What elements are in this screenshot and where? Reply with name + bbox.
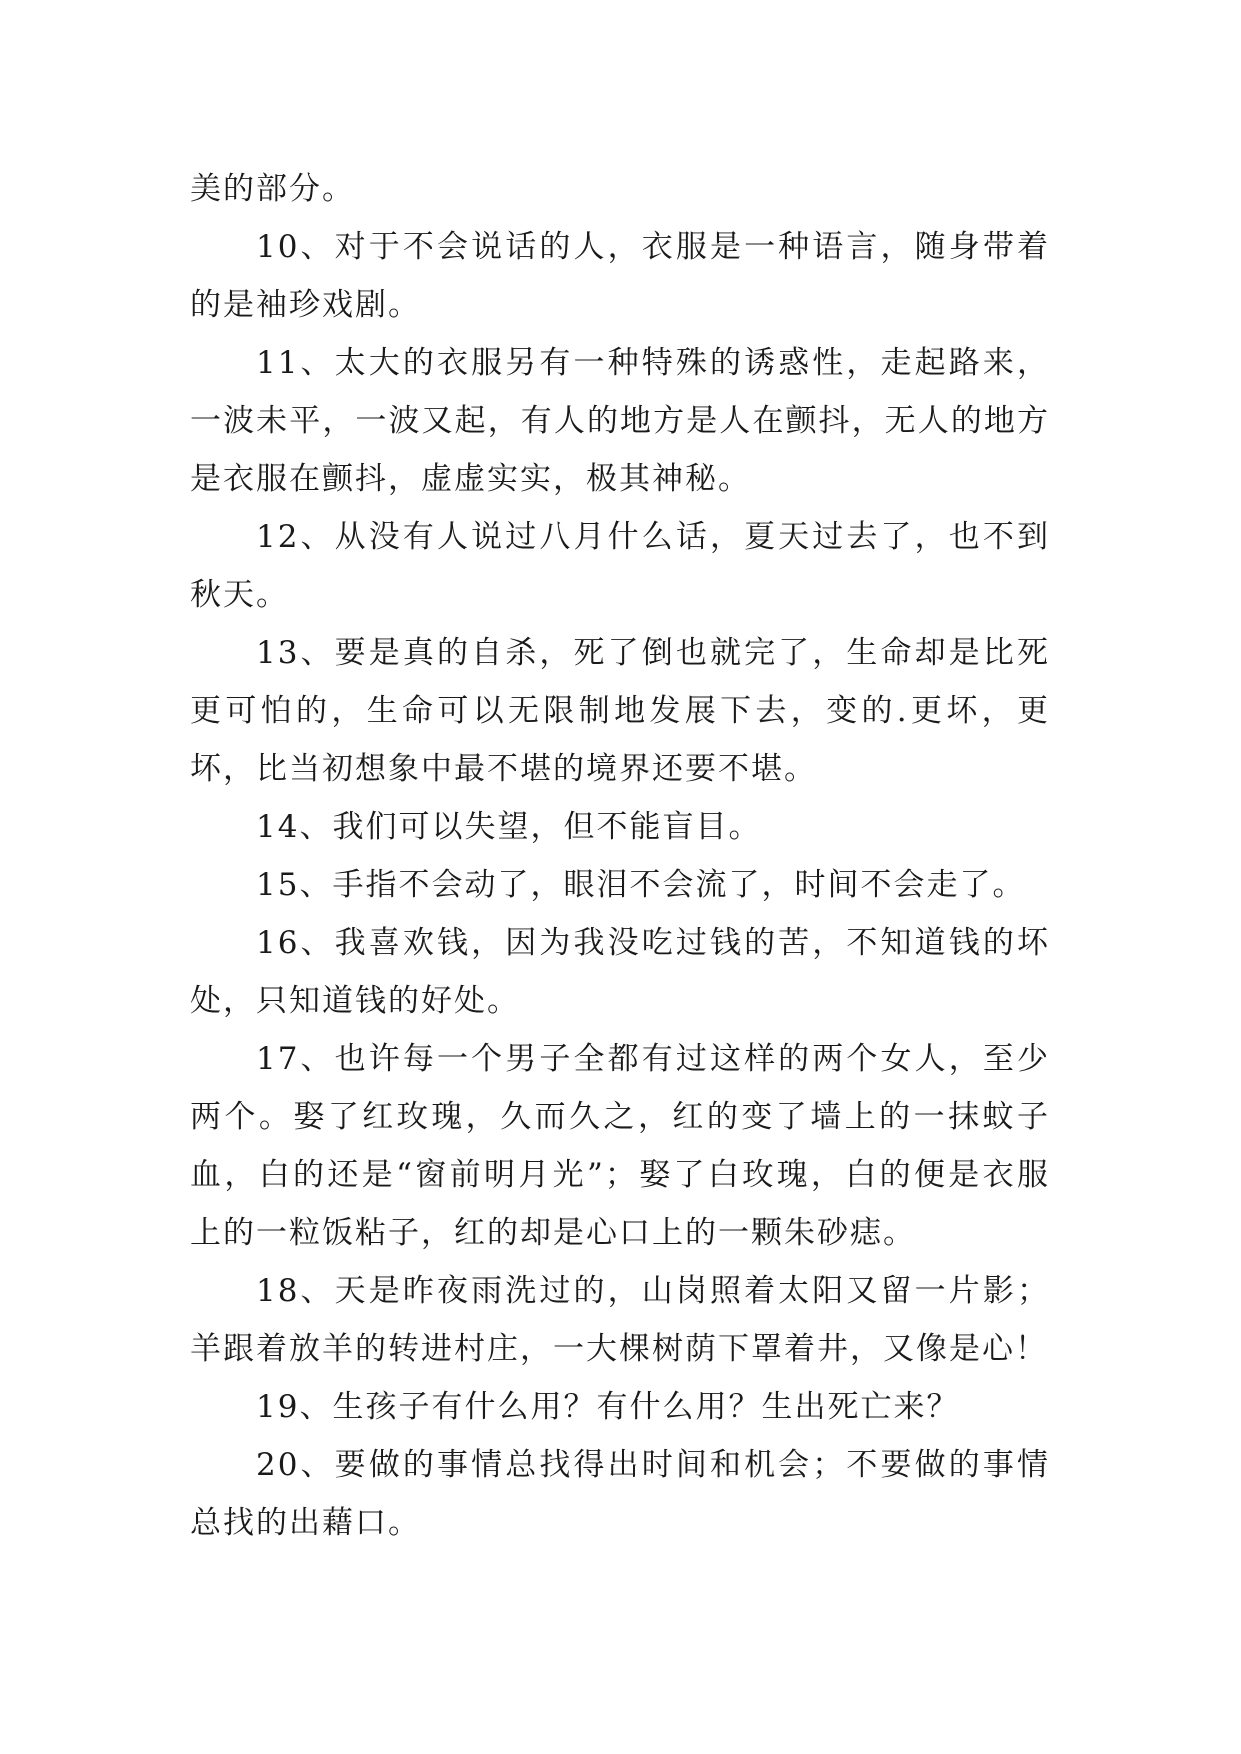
quote-paragraph-20: 20、要做的事情总找得出时间和机会；不要做的事情总找的出藉口。 xyxy=(190,1447,1050,1541)
quote-paragraph-18: 18、天是昨夜雨洗过的，山岗照着太阳又留一片影；羊跟着放羊的转进村庄，一大棵树荫下罩着井，又像是心！ xyxy=(190,1273,1050,1367)
quote-paragraph-15: 15、手指不会动了，眼泪不会流了，时间不会走了。 xyxy=(256,867,1026,903)
quote-paragraph-16: 16、我喜欢钱，因为我没吃过钱的苦，不知道钱的坏处，只知道钱的好处。 xyxy=(190,925,1050,1019)
paragraph-continuation: 美的部分。 xyxy=(190,171,355,207)
quote-paragraph-17: 17、也许每一个男子全都有过这样的两个女人，至少两个。娶了红玫瑰，久而久之，红的变了墙上的一抹蚊子血，白的还是“窗前明月光”；娶了白玫瑰，白的便是衣服上的一粒饭粘子，红的却是心口上的一颗朱砂痣。 xyxy=(190,1041,1050,1251)
quote-paragraph-19: 19、生孩子有什么用？有什么用？生出死亡来？ xyxy=(256,1389,960,1425)
document-body xyxy=(190,160,1050,1552)
quote-paragraph-10: 10、对于不会说话的人，衣服是一种语言，随身带着的是袖珍戏剧。 xyxy=(190,229,1050,323)
quote-paragraph-11: 11、太大的衣服另有一种特殊的诱惑性，走起路来，一波未平，一波又起，有人的地方是人在颤抖，无人的地方是衣服在颤抖，虚虚实实，极其神秘。 xyxy=(190,345,1050,497)
quote-paragraph-13: 13、要是真的自杀，死了倒也就完了，生命却是比死更可怕的，生命可以无限制地发展下去，变的.更坏，更坏，比当初想象中最不堪的境界还要不堪。 xyxy=(190,635,1050,787)
quote-paragraph-12: 12、从没有人说过八月什么话，夏天过去了，也不到秋天。 xyxy=(190,519,1050,613)
quote-paragraph-14: 14、我们可以失望，但不能盲目。 xyxy=(256,809,762,845)
